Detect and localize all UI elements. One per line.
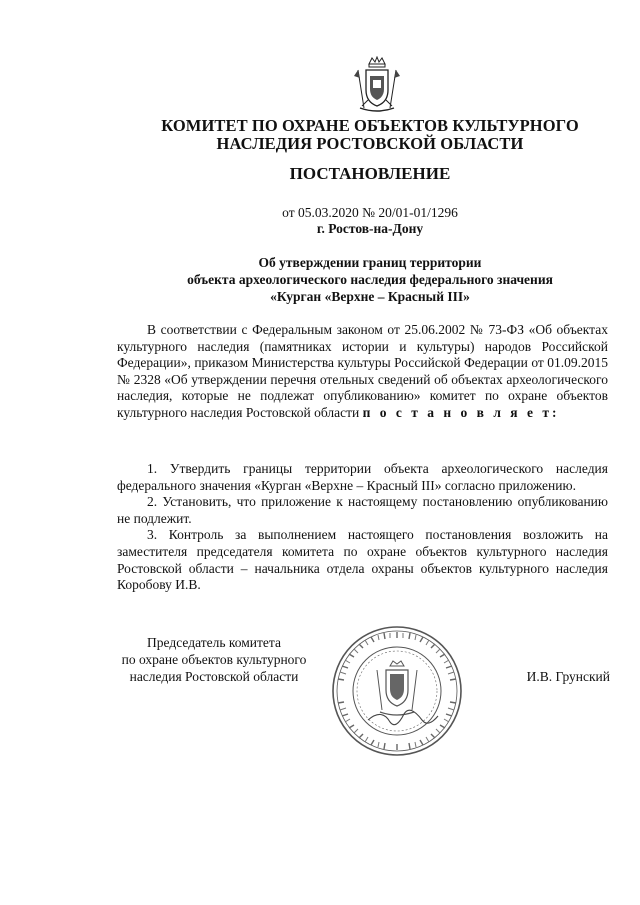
preamble-text: В соответствии с Федеральным законом от 25.06.2002 № 73-ФЗ «Об объектах культурного наследия (памятниках истории и культуры) народов Российской Федерации», приказом Министерства культуры Российской Федерации от 01.09.2015 № 2328 «Об утверждении перечня отельных сведений об объектах археологического наследия, которые не подлежат опубликованию» комитет по охране объектов культурного наследия Ростовской области <box>117 322 608 420</box>
resolution-item-3: 3. Контроль за выполнением настоящего постановления возложить на заместителя председателя комитета по охране объектов культурного наследия Ростовской области – начальника отдела охраны объектов культурного наследия Коробову И.В. <box>117 527 608 593</box>
signatory-position-line2: по охране объектов культурного <box>121 652 307 667</box>
signatory-position <box>104 634 324 685</box>
signatory-position-line3: наследия Ростовской области <box>129 669 299 684</box>
resolution-item-1: 1. Утвердить границы территории объекта археологического наследия федерального значения «Курган «Верхне – Красный III» согласно приложению. <box>117 461 608 493</box>
rostov-oblast-coat-of-arms-icon <box>352 56 402 114</box>
document-date-number: от 05.03.2020 № 20/01-01/1296 <box>282 205 458 220</box>
committee-name <box>100 117 640 153</box>
preamble-paragraph <box>117 322 608 422</box>
signatory-position-line1: Председатель комитета <box>147 635 281 650</box>
document-subject <box>130 254 610 305</box>
official-seal-stamp-icon <box>330 624 464 758</box>
document-type-title: ПОСТАНОВЛЕНИЕ <box>289 164 451 183</box>
resolution-items <box>117 461 608 594</box>
committee-name-line1: КОМИТЕТ ПО ОХРАНЕ ОБЪЕКТОВ КУЛЬТУРНОГО <box>161 116 579 135</box>
subject-line1: Об утверждении границ территории <box>258 255 482 270</box>
subject-line2: объекта археологического наследия федерального значения <box>187 272 553 287</box>
signatory-name: И.В. Грунский <box>526 669 610 684</box>
subject-line3: «Курган «Верхне – Красный III» <box>270 289 470 304</box>
decree-word: п о с т а н о в л я е т: <box>362 404 560 420</box>
committee-name-line2: НАСЛЕДИЯ РОСТОВСКОЙ ОБЛАСТИ <box>216 134 524 153</box>
resolution-item-2: 2. Установить, что приложение к настоящему постановлению опубликованию не подлежит. <box>117 494 608 526</box>
document-city: г. Ростов-на-Дону <box>316 221 424 236</box>
